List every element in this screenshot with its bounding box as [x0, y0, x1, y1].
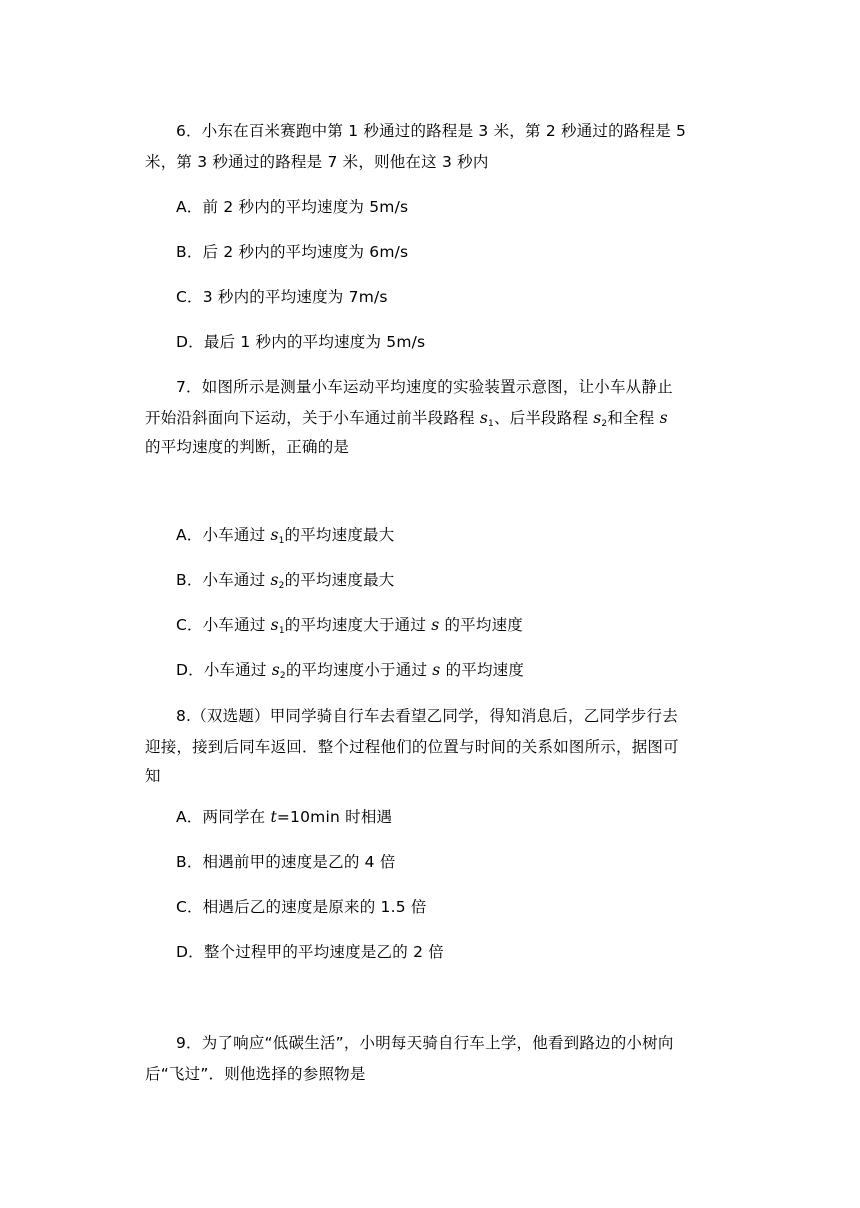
symbol-s: s [270, 571, 279, 589]
q8-option-a [176, 807, 392, 827]
q7-stem-text: 开始沿斜面向下运动，关于小车通过前半段路程 [145, 409, 480, 427]
option-text: B．小车通过 [176, 571, 271, 589]
option-text: 的平均速度小于通过 [285, 661, 433, 679]
option-text: 的平均速度大于通过 [284, 616, 432, 634]
q9-stem-line1: 9．为了响应“低碳生活”，小明每天骑自行车上学，他看到路边的小树向 [176, 1034, 674, 1052]
symbol-t: t [270, 808, 277, 826]
q8-stem-line3: 知 [145, 767, 161, 785]
subscript: 1 [278, 626, 285, 636]
q8-option-b: B．相遇前甲的速度是乙的 4 倍 [176, 853, 396, 871]
subscript: 2 [601, 419, 608, 429]
q8-stem-line2: 迎接，接到后同车返回．整个过程他们的位置与时间的关系如图所示，据图可 [145, 738, 679, 756]
subscript: 2 [279, 671, 286, 681]
symbol-s: s [431, 616, 440, 634]
option-text: 的平均速度最大 [284, 526, 395, 544]
symbol-s: s [593, 409, 602, 427]
q6-option-a: A．前 2 秒内的平均速度为 5m/s [176, 198, 409, 216]
q7-option-d [176, 660, 524, 680]
subscript: 1 [278, 536, 285, 546]
q7-stem-line2 [145, 408, 668, 428]
q7-stem-text: 、后半段路程 [493, 409, 594, 427]
q7-stem-line3: 的平均速度的判断，正确的是 [145, 438, 350, 456]
option-text: A．两同学在 [176, 808, 271, 826]
q6-option-d: D．最后 1 秒内的平均速度为 5m/s [176, 333, 426, 351]
q7-option-a [176, 525, 394, 545]
q8-option-c: C．相遇后乙的速度是原来的 1.5 倍 [176, 898, 427, 916]
q6-option-b: B．后 2 秒内的平均速度为 6m/s [176, 243, 409, 261]
option-text: C．小车通过 [176, 616, 271, 634]
q6-stem-line1: 6．小东在百米赛跑中第 1 秒通过的路程是 3 米，第 2 秒通过的路程是 5 [176, 122, 687, 140]
q7-option-c [176, 615, 523, 635]
q7-option-b [176, 570, 394, 590]
subscript: 2 [278, 581, 285, 591]
symbol-s: s [271, 661, 280, 679]
symbol-s: s [270, 616, 279, 634]
subscript: 1 [488, 419, 494, 429]
q7-stem-line1: 7．如图所示是测量小车运动平均速度的实验装置示意图，让小车从静止 [176, 378, 673, 396]
q7-stem-text: 和全程 [607, 409, 660, 427]
q9-stem-line2: 后“飞过”．则他选择的参照物是 [145, 1065, 366, 1083]
option-text: =10min 时相遇 [276, 808, 393, 826]
option-text: 的平均速度 [439, 616, 523, 634]
symbol-s: s [659, 409, 668, 427]
option-text: 的平均速度最大 [284, 571, 395, 589]
option-text: 的平均速度 [440, 661, 525, 679]
option-text: D．小车通过 [176, 661, 272, 679]
q8-option-d: D．整个过程甲的平均速度是乙的 2 倍 [176, 943, 444, 961]
symbol-s: s [432, 661, 441, 679]
symbol-s: s [270, 526, 279, 544]
q6-stem-line2: 米，第 3 秒通过的路程是 7 米，则他在这 3 秒内 [145, 153, 489, 171]
q6-option-c: C．3 秒内的平均速度为 7m/s [176, 288, 388, 306]
symbol-s: s [479, 409, 488, 427]
q8-stem-line1: 8.（双选题）甲同学骑自行车去看望乙同学，得知消息后，乙同学步行去 [176, 707, 678, 725]
option-text: A．小车通过 [176, 526, 271, 544]
